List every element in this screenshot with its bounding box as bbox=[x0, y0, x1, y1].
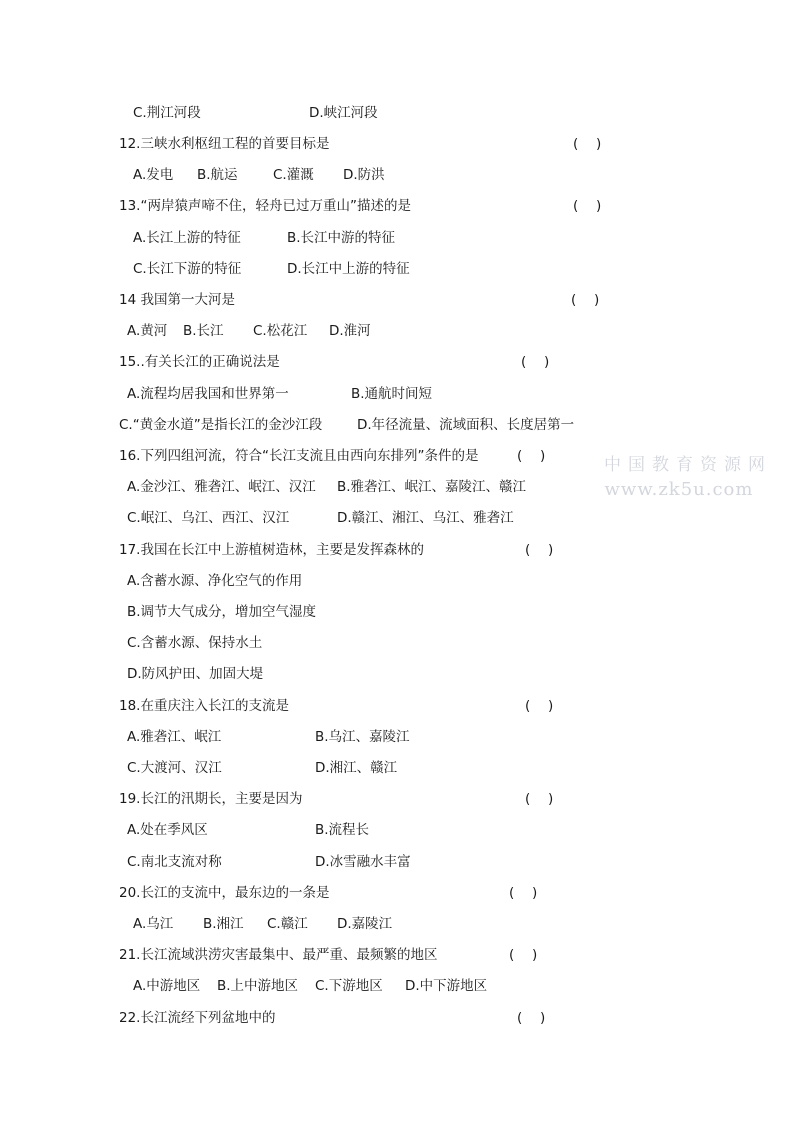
text-line: C.含蓄水源、保持水土 bbox=[127, 635, 263, 651]
text-line: C.大渡河、汉江 bbox=[127, 760, 222, 776]
text-line: C.“黄金水道”是指长江的金沙江段 bbox=[119, 417, 323, 433]
text-line: C.长江下游的特征 bbox=[133, 261, 242, 277]
text-line: ( ) bbox=[509, 885, 538, 901]
text-line: ( ) bbox=[525, 791, 554, 807]
text-line: A.流程均居我国和世界第一 bbox=[127, 386, 289, 402]
text-line: D.年径流量、流域面积、长度居第一 bbox=[357, 417, 575, 433]
text-line: 17.我国在长江中上游植树造林，主要是发挥森林的 bbox=[119, 542, 424, 558]
text-line: A.乌江 bbox=[133, 916, 174, 932]
text-line: C.荆江河段 bbox=[133, 105, 201, 121]
text-line: 18.在重庆注入长江的支流是 bbox=[119, 698, 289, 714]
text-line: B.长江 bbox=[183, 323, 224, 339]
watermark bbox=[604, 452, 772, 502]
text-line: 12.三峡水利枢纽工程的首要目标是 bbox=[119, 136, 330, 152]
text-line: B.航运 bbox=[197, 167, 238, 183]
text-line: C.岷江、乌江、西江、汉江 bbox=[127, 510, 290, 526]
text-line: 13.“两岸猿声啼不住，轻舟已过万重山”描述的是 bbox=[119, 198, 411, 214]
text-line: A.雅砻江、岷江 bbox=[127, 729, 222, 745]
text-line: D.赣江、湘江、乌江、雅砻江 bbox=[337, 510, 514, 526]
text-line: C.下游地区 bbox=[315, 978, 383, 994]
text-line: ( ) bbox=[525, 542, 554, 558]
text-line: D.防风护田、加固大堤 bbox=[127, 666, 264, 682]
text-line: A.金沙江、雅砻江、岷江、汉江 bbox=[127, 479, 316, 495]
text-line: D.湘江、赣江 bbox=[315, 760, 398, 776]
watermark-url: www.zk5u.com bbox=[604, 479, 754, 500]
text-line: ( ) bbox=[525, 698, 554, 714]
text-line: D.长江中上游的特征 bbox=[287, 261, 410, 277]
text-line: 20.长江的支流中，最东边的一条是 bbox=[119, 885, 330, 901]
text-line: ( ) bbox=[517, 1010, 546, 1026]
text-line: B.流程长 bbox=[315, 822, 370, 838]
text-line: B.乌江、嘉陵江 bbox=[315, 729, 410, 745]
text-line: A.长江上游的特征 bbox=[133, 230, 241, 246]
text-line: D.峡江河段 bbox=[309, 105, 378, 121]
text-line: ( ) bbox=[517, 448, 546, 464]
text-line: B.雅砻江、岷江、嘉陵江、赣江 bbox=[337, 479, 527, 495]
text-line: ( ) bbox=[573, 136, 602, 152]
text-line: A.处在季风区 bbox=[127, 822, 208, 838]
text-line: D.淮河 bbox=[329, 323, 371, 339]
text-line: ( ) bbox=[573, 198, 602, 214]
text-line: 19.长江的汛期长，主要是因为 bbox=[119, 791, 303, 807]
text-line: C.南北支流对称 bbox=[127, 854, 222, 870]
text-line: C.赣江 bbox=[267, 916, 308, 932]
text-line: 15..有关长江的正确说法是 bbox=[119, 354, 280, 370]
text-line: C.松花江 bbox=[253, 323, 308, 339]
text-line: 14 我国第一大河是 bbox=[119, 292, 235, 308]
text-line: 21.长江流域洪涝灾害最集中、最严重、最频繁的地区 bbox=[119, 947, 438, 963]
text-line: D.冰雪融水丰富 bbox=[315, 854, 411, 870]
text-line: C.灌溉 bbox=[273, 167, 314, 183]
text-line: A.中游地区 bbox=[133, 978, 201, 994]
text-line: B.通航时间短 bbox=[351, 386, 433, 402]
text-line: D.防洪 bbox=[343, 167, 385, 183]
text-line: B.湘江 bbox=[203, 916, 244, 932]
text-line: 16.下列四组河流，符合“长江支流且由西向东排列”条件的是 bbox=[119, 448, 479, 464]
text-line: D.嘉陵江 bbox=[337, 916, 393, 932]
text-line: A.发电 bbox=[133, 167, 174, 183]
text-line: ( ) bbox=[571, 292, 600, 308]
text-line: D.中下游地区 bbox=[405, 978, 488, 994]
text-line: B.调节大气成分，增加空气湿度 bbox=[127, 604, 317, 620]
text-line: A.黄河 bbox=[127, 323, 168, 339]
text-line: A.含蓄水源、净化空气的作用 bbox=[127, 573, 303, 589]
text-line: ( ) bbox=[509, 947, 538, 963]
watermark-name: 中国教育资源网 bbox=[604, 455, 772, 475]
text-line: B.上中游地区 bbox=[217, 978, 299, 994]
text-line: B.长江中游的特征 bbox=[287, 230, 396, 246]
text-line: 22.长江流经下列盆地中的 bbox=[119, 1010, 276, 1026]
text-line: ( ) bbox=[521, 354, 550, 370]
